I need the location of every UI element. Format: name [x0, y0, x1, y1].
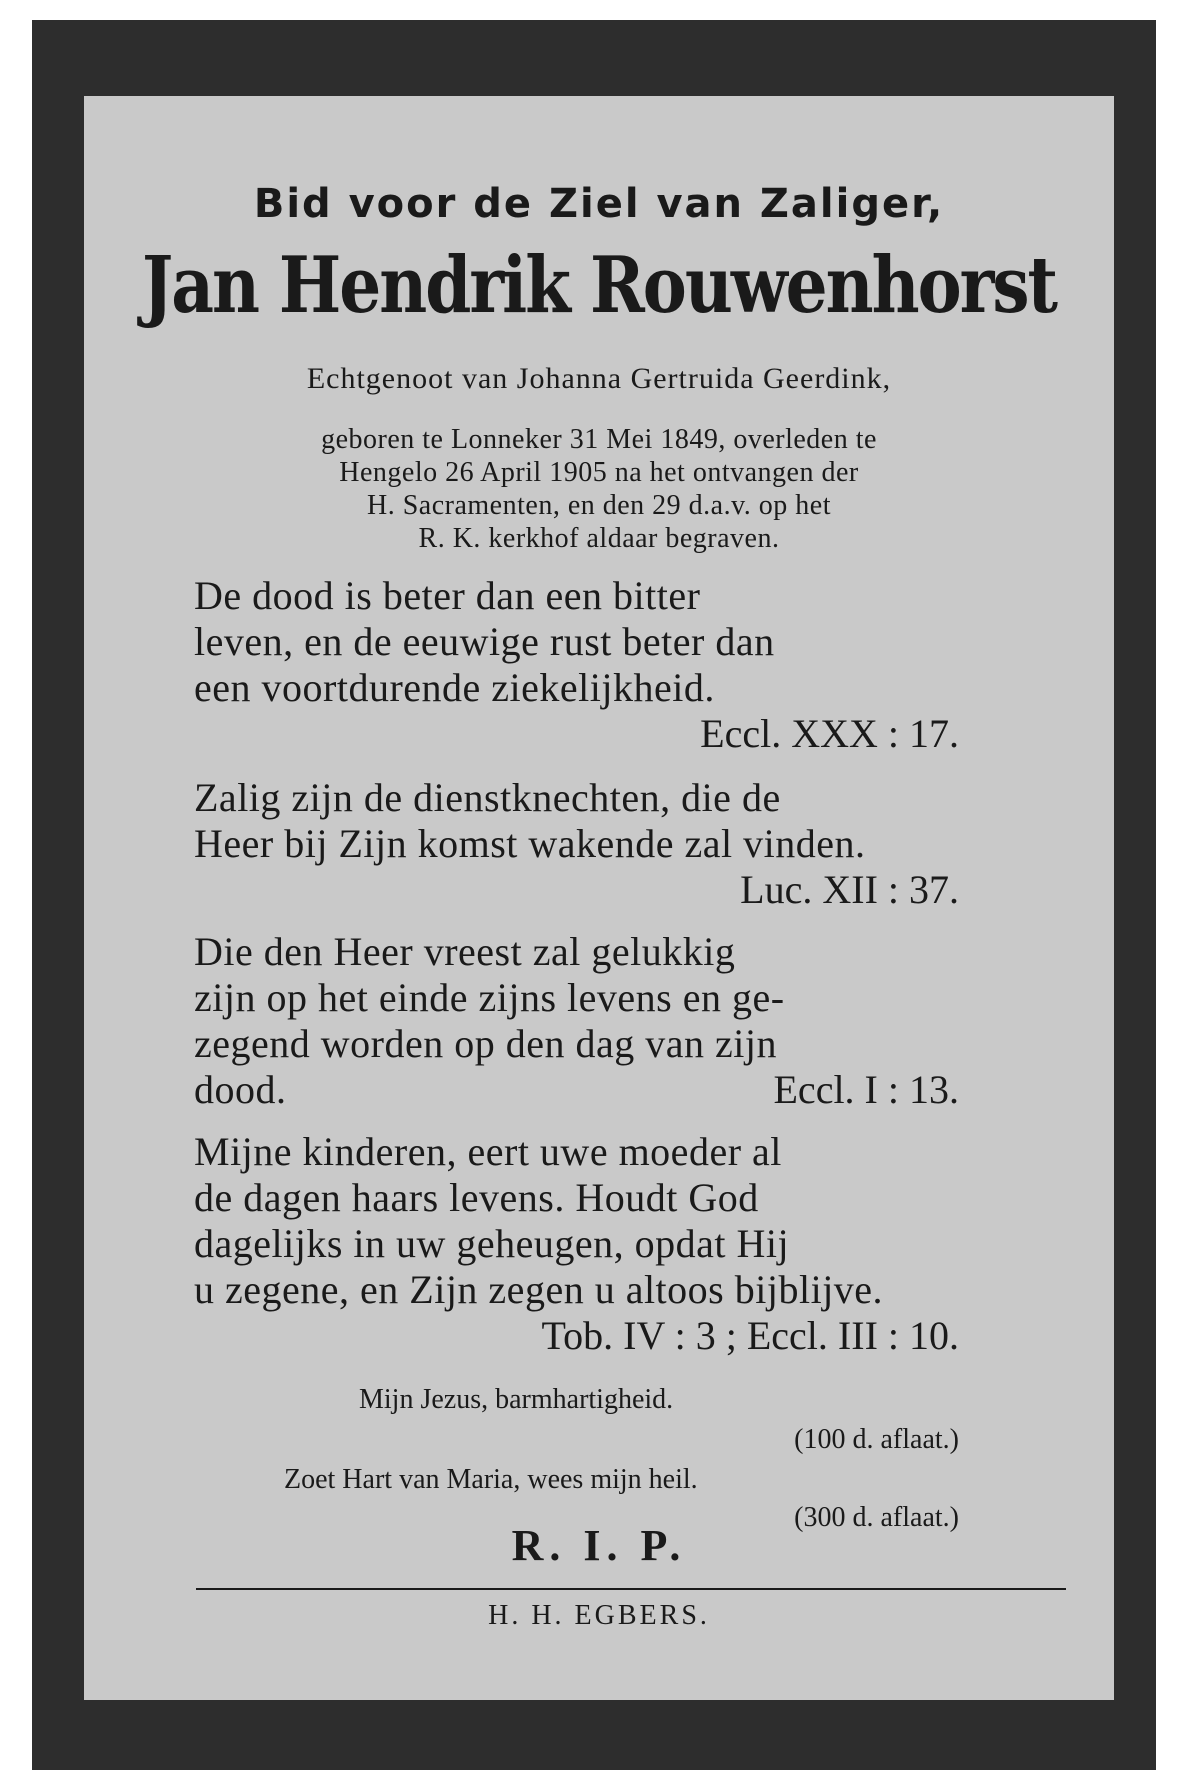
printer-credit: H. H. EGBERS. — [488, 1600, 710, 1631]
verse-reference: Eccl. I : 13. — [773, 1067, 959, 1112]
verse-line: dood. — [194, 1067, 287, 1112]
verse-line: dagelijks in uw geheugen, opdat Hij — [194, 1221, 790, 1266]
verse-line: u zegene, en Zijn zegen u altoos bijblijve. — [194, 1267, 884, 1312]
verse-line: de dagen haars levens. Houdt God — [194, 1175, 759, 1220]
verse-line: De dood is beter dan een bitter — [194, 573, 701, 618]
verse-line: Die den Heer vreest zal gelukkig — [194, 929, 736, 974]
verse-line: Mijne kinderen, eert uwe moeder al — [194, 1129, 782, 1174]
indulgence-note: (300 d. aflaat.) — [794, 1502, 959, 1533]
verse-line: leven, en de eeuwige rust beter dan — [194, 619, 775, 664]
memorial-card-border — [32, 20, 1156, 1770]
memorial-card-panel — [84, 96, 1114, 1700]
divider-rule — [196, 1588, 1066, 1590]
verse-reference: Tob. IV : 3 ; Eccl. III : 10. — [541, 1313, 959, 1358]
verse-reference: Eccl. XXX : 17. — [700, 711, 959, 756]
bio-line: R. K. kerkhof aldaar begraven. — [418, 523, 780, 554]
spouse-line: Echtgenoot van Johanna Gertruida Geerdink, — [306, 362, 892, 395]
indulgence-note: (100 d. aflaat.) — [794, 1424, 959, 1455]
verse-line: een voortdurende ziekelijkheid. — [194, 665, 715, 710]
bio-line: Hengelo 26 April 1905 na het ontvangen der — [339, 457, 859, 488]
bio-line: geboren te Lonneker 31 Mei 1849, overleden te — [321, 424, 877, 455]
bio-line: H. Sacramenten, en den 29 d.a.v. op het — [367, 490, 831, 521]
prayer-line: Zoet Hart van Maria, wees mijn heil. — [284, 1464, 698, 1495]
verse-line: zegend worden op den dag van zijn — [194, 1021, 777, 1066]
verse-line: Heer bij Zijn komst wakende zal vinden. — [194, 821, 866, 866]
deceased-name: Jan Hendrik Rouwenhorst — [141, 238, 1057, 331]
verse-line: zijn op het einde zijns levens en ge- — [194, 975, 785, 1020]
rip-mark: R. I. P. — [511, 1521, 687, 1570]
verse-line: Zalig zijn de dienstknechten, die de — [194, 775, 781, 820]
prayer-line: Mijn Jezus, barmhartigheid. — [359, 1384, 674, 1415]
card-heading: Bid voor de Ziel van Zaliger, — [253, 181, 945, 227]
verse-reference: Luc. XII : 37. — [740, 867, 959, 912]
